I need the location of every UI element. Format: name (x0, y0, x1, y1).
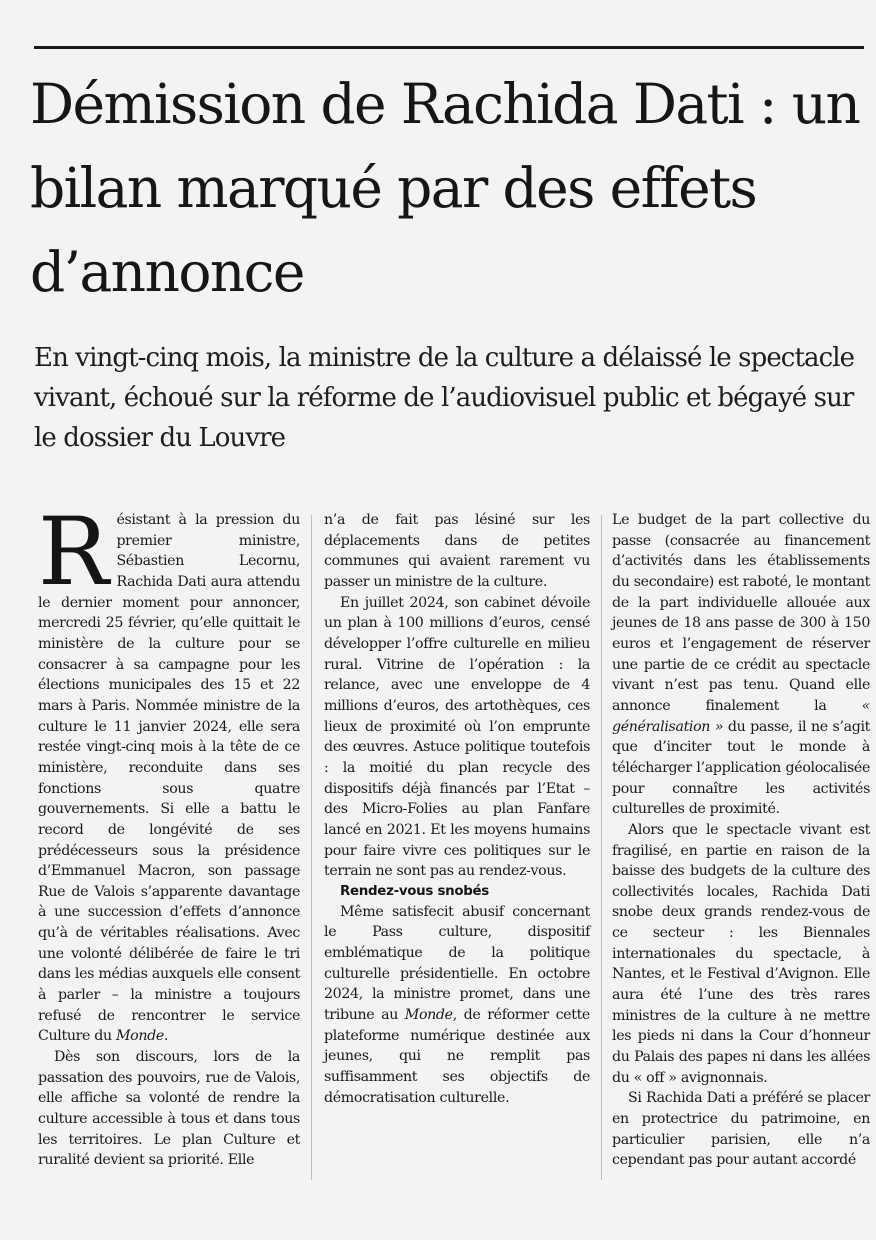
paragraph-text: Le budget de la part collective du passe (consacrée au financement d’activités dans les établissements du secondaire) est raboté, le montant de la part individuelle allouée aux jeunes de 18 ans passe de 300 à 150 euros et l’engagement de réserver une partie de ce crédit au spectacle vivant n’est pas tenu. Quand elle annonce finalement la (612, 512, 870, 714)
newspaper-name: Monde (115, 1028, 164, 1045)
paragraph-text: Même satisfecit abusif concernant le Pass culture, dispositif emblématique de la politique culturelle présidentielle. En octobre 2024, la ministre promet, dans une tribune au (324, 903, 590, 1024)
paragraph-text: , de réformer cette plateforme numérique destinée aux jeunes, qui ne remplit pas suffisamment ses objectifs de démocratisation culturelle. (324, 1007, 590, 1106)
newspaper-name: Monde (404, 1007, 453, 1024)
paragraph (324, 902, 590, 1109)
article-column-1 (38, 498, 300, 1180)
drop-cap: R (38, 498, 109, 607)
paragraph-text: . (163, 1028, 169, 1045)
paragraph: n’a de fait pas lésiné sur les déplacements dans de petites communes qui avaient rarement vu passer un ministre de la culture. (324, 512, 590, 590)
article-column-2 (324, 510, 590, 1180)
column-divider (311, 515, 312, 1180)
column-divider (601, 515, 602, 1180)
paragraph (38, 498, 300, 1047)
headline: Démission de Rachida Dati : un bilan marqué par des effets d’annonce (30, 72, 860, 304)
subheading: Rendez-vous snobés (340, 883, 489, 899)
paragraph-text: du passe, il ne s’agit que d’inciter tout le monde à télécharger l’application géolocalisée pour connaître les activités culturelles de proximité. (612, 718, 871, 818)
paragraph: Dès son discours, lors de la passation des pouvoirs, rue de Valois, elle affiche sa volonté de rendre la culture accessible à tous et dans tous les territoires. Le plan Culture et ruralité devient sa priorité. Elle (38, 1049, 300, 1169)
paragraph: Alors que le spectacle vivant est fragilisé, en partie en raison de la baisse des budgets de la culture des collectivités locales, Rachida Dati snobe deux grands rendez-vous de ce secteur : les Biennales internationales du spectacle, à Nantes, et le Festival d’Avignon. Elle aura été l’une des très rares ministres de la culture à ne mettre les pieds ni dans la Cour d’honneur du Palais des papes ni dans les allées du « off » avignonnais. (612, 821, 870, 1086)
paragraph: Si Rachida Dati a préféré se placer en protectrice du patrimoine, en particulier parisien, elle n’a cependant pas pour autant accordé (612, 1090, 870, 1169)
top-rule (34, 46, 864, 49)
paragraph (612, 510, 870, 820)
paragraph: En juillet 2024, son cabinet dévoile un plan à 100 millions d’euros, censé développer l’offre culturelle en milieu rural. Vitrine de l’opération : la relance, avec une enveloppe de 4 millions d’euros, des artothèques, ces lieux de proximité où l’on emprunte des œuvres. Astuce politique toutefois : la moitié du plan recycle des dispositifs déjà financés par l’Etat – des Micro-Folies au plan Fanfare lancé en 2021. Et les moyens humains pour faire vivre ces politiques sur le terrain ne sont pas au rendez-vous. (324, 594, 590, 880)
quoted-term: « généralisation » (612, 697, 870, 735)
paragraph-text: ésistant à la pression du premier ministre, Sébastien Lecornu, Rachida Dati aura attendu le dernier moment pour annoncer, mercredi 25 février, qu’elle quittait le ministère de la culture pour se consacrer à sa campagne pour les élections municipales des 15 et 22 mars à Paris. Nommée ministre de la culture le 11 janvier 2024, elle sera restée vingt-cinq mois à la tête de ce ministère, reconduite dans ses fonctions sous quatre gouvernements. Si elle a battu le record de longévité de ses prédécesseurs sous la présidence d’Emmanuel Macron, son passage Rue de Valois s’apparente davantage à une succession d’effets d’annonce qu’à de véritables réalisations. Avec une volonté délibérée de faire le tri dans les médias auxquels elle consent à parler – la ministre a toujours refusé de rencontrer le service Culture du (38, 512, 300, 1045)
article-column-3 (612, 510, 870, 1180)
standfirst: En vingt-cinq mois, la ministre de la culture a délaissé le spectacle vivant, échoué sur la réforme de l’audiovisuel public et bégayé sur le dossier du Louvre (34, 343, 855, 453)
